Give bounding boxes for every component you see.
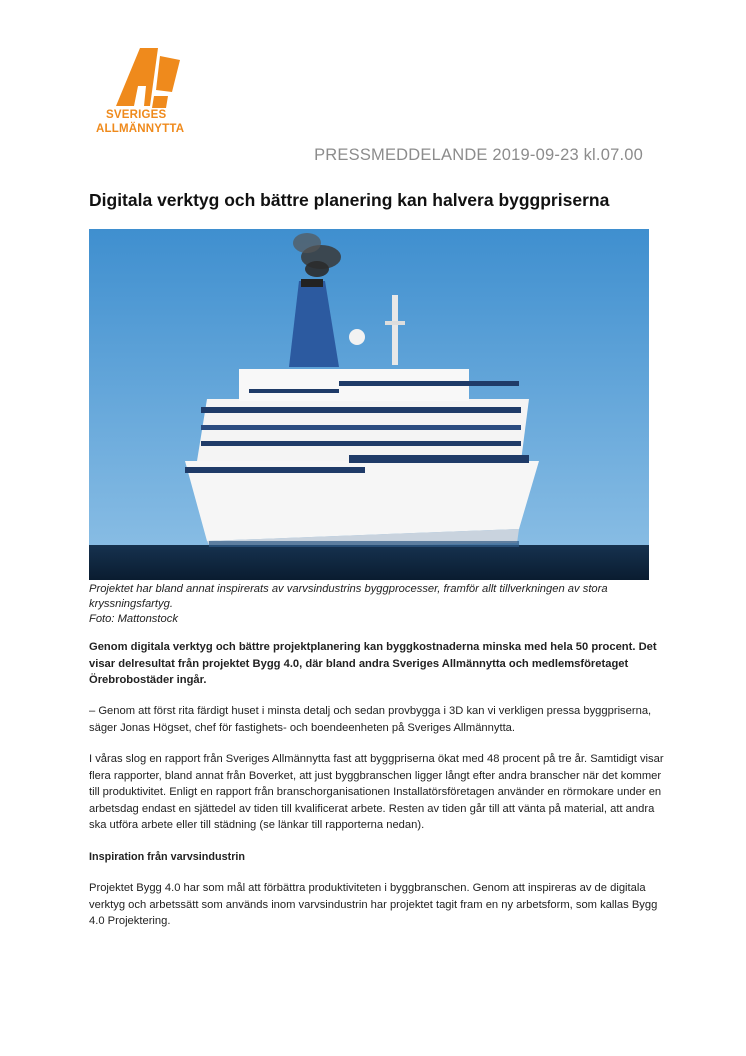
article-title: Digitala verktyg och bättre planering kan halvera byggpriserna	[89, 190, 610, 210]
allmannytta-logo-icon	[116, 46, 186, 110]
ship-image	[89, 229, 649, 580]
body-paragraph-2: Projektet Bygg 4.0 har som mål att förbättra produktiviteten i byggbranschen. Genom att inspireras av de digitala verktyg och arbetssätt som används inom varvsindustrin har projektet tagit fram en ny arbetsform, som kallas Bygg 4.0 Projektering.	[89, 882, 658, 927]
logo-text-line1: SVERIGES	[106, 109, 167, 121]
logo-text-line2: ALLMÄNNYTTA	[96, 123, 185, 135]
cruise-ship-photo	[89, 229, 649, 580]
caption-text: Projektet har bland annat inspirerats av varvsindustrins byggprocesser, framför allt tillverkningen av stora kryssningsfartyg.	[89, 583, 611, 610]
body-paragraph-1: I våras slog en rapport från Sveriges Allmännytta fast att byggpriserna ökat med 48 procent på tre år. Samtidigt visar flera rapporter, bland annat från Boverket, att just byggbranschen ligger långt efter andra branscher när det kommer till produktivitet. Enligt en rapport från branschorganisationen Installatörsföretagen använder en rörmokare under en arbetsdag endast en sjättedel av tiden till kvalificerat arbete. Resten av tiden går till att vänta på material, att andra ska utföra arbete eller till städning (se länkar till rapporterna nedan).	[89, 753, 664, 831]
photo-caption	[89, 582, 659, 627]
lead-paragraph: Genom digitala verktyg och bättre projektplanering kan byggkostnaderna minska med hela 50 procent. Det visar delresultat från projektet Bygg 4.0, där bland andra Sveriges Allmännytta och medlemsföretaget Örebrobostäder ingår.	[89, 641, 657, 686]
section-heading: Inspiration från varvsindustrin	[89, 851, 245, 863]
press-release-label: PRESSMEDDELANDE 2019-09-23 kl.07.00	[314, 146, 643, 164]
quote-paragraph: – Genom att först rita färdigt huset i minsta detalj och sedan provbygga i 3D kan vi verkligen pressa byggpriserna, säger Jonas Högset, chef för fastighets- och boendeenheten på Sveriges Allmännytta.	[89, 705, 652, 734]
caption-credit: Foto: Mattonstock	[89, 613, 178, 625]
logo	[96, 46, 206, 150]
